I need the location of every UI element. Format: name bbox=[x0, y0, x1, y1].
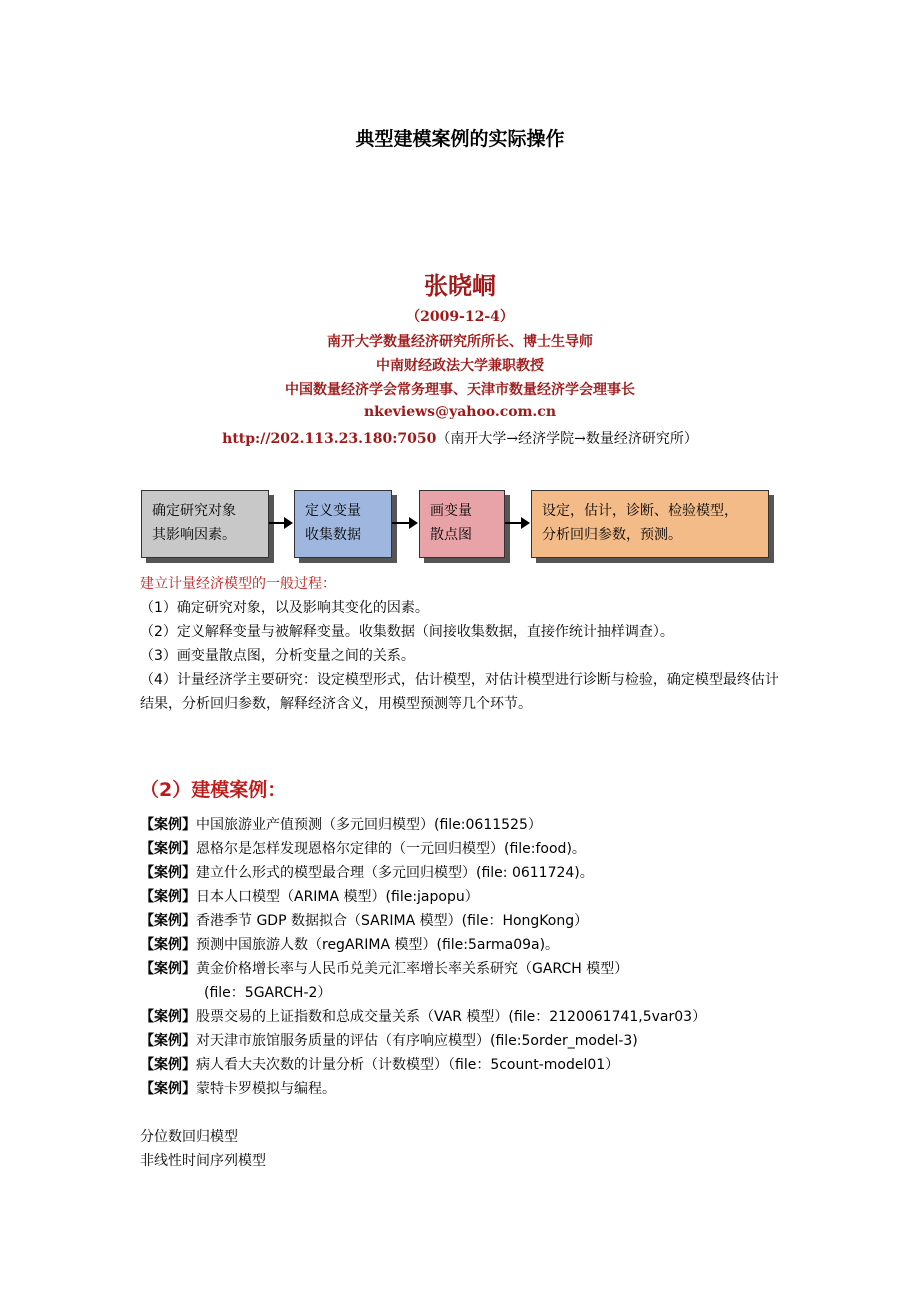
author-url-path: （南开大学→经济学院→数量经济研究所） bbox=[436, 431, 698, 447]
case-text: 香港季节 GDP 数据拟合（SARIMA 模型）(file：HongKong） bbox=[196, 913, 589, 929]
flow-step-3 bbox=[419, 490, 505, 558]
case-text: 股票交易的上证指数和总成交量关系（VAR 模型）(file：2120061741,5var03） bbox=[196, 1009, 707, 1025]
flow-arrow-3 bbox=[505, 522, 528, 524]
document-title: 典型建模案例的实际操作 bbox=[355, 128, 565, 150]
case-tag: 【案例】 bbox=[140, 889, 196, 905]
process-item-4: （4）计量经济学主要研究：设定模型形式，估计模型，对估计模型进行诊断与检验，确定模型最终估计结果，分析回归参数，解释经济含义，用模型预测等几个环节。 bbox=[140, 672, 779, 712]
case-item-7 bbox=[140, 957, 628, 981]
case-tag: 【案例】 bbox=[140, 817, 196, 833]
author-url-line bbox=[0, 428, 920, 448]
flow-step-2 bbox=[294, 490, 392, 558]
case-item-5 bbox=[140, 909, 588, 933]
case-tag: 【案例】 bbox=[140, 865, 196, 881]
flow-step-1-line1: 确定研究对象 bbox=[152, 503, 236, 519]
process-item-1: （1）确定研究对象，以及影响其变化的因素。 bbox=[140, 600, 429, 616]
flow-arrow-2 bbox=[392, 522, 416, 524]
flow-step-2-line1: 定义变量 bbox=[305, 503, 361, 519]
flow-step-1 bbox=[141, 490, 269, 558]
case-item-11 bbox=[140, 1077, 336, 1101]
case-tag: 【案例】 bbox=[140, 1081, 196, 1097]
case-text: 中国旅游业产值预测（多元回归模型）(file:0611525） bbox=[196, 817, 542, 833]
case-tag: 【案例】 bbox=[140, 961, 196, 977]
case-item-1 bbox=[140, 813, 542, 837]
case-item-10 bbox=[140, 1053, 619, 1077]
author-email[interactable]: nkeviews@yahoo.com.cn bbox=[363, 404, 557, 420]
case-item-4 bbox=[140, 885, 479, 909]
case-tag: 【案例】 bbox=[140, 1009, 196, 1025]
case-text: 日本人口模型（ARIMA 模型）(file:japopu） bbox=[196, 889, 479, 905]
case-item-7-continuation: (file：5GARCH-2） bbox=[204, 985, 332, 1001]
author-title-2: 中南财经政法大学兼职教授 bbox=[376, 358, 544, 374]
flow-step-4-line1: 设定，估计，诊断、检验模型， bbox=[542, 503, 738, 519]
flow-step-4-line2: 分析回归参数，预测。 bbox=[542, 527, 682, 543]
case-text: 对天津市旅馆服务质量的评估（有序响应模型）(file:5order_model-3) bbox=[196, 1033, 638, 1049]
case-item-8 bbox=[140, 1005, 706, 1029]
flow-arrow-1 bbox=[269, 522, 291, 524]
author-title-3: 中国数量经济学会常务理事、天津市数量经济学会理事长 bbox=[285, 382, 635, 398]
tail-item-2: 非线性时间序列模型 bbox=[140, 1153, 266, 1169]
case-item-9 bbox=[140, 1029, 638, 1053]
flow-step-4 bbox=[531, 490, 769, 558]
flow-step-1-line2: 其影响因素。 bbox=[152, 527, 236, 543]
flow-step-3-line2: 散点图 bbox=[430, 527, 472, 543]
case-item-2 bbox=[140, 837, 586, 861]
process-item-3: （3）画变量散点图，分析变量之间的关系。 bbox=[140, 648, 415, 664]
cases-heading: （2）建模案例： bbox=[140, 779, 287, 801]
case-item-6 bbox=[140, 933, 559, 957]
case-text: 恩格尔是怎样发现恩格尔定律的（一元回归模型）(file:food)。 bbox=[196, 841, 586, 857]
author-date: （2009-12-4） bbox=[406, 309, 514, 325]
case-tag: 【案例】 bbox=[140, 937, 196, 953]
case-item-3 bbox=[140, 861, 594, 885]
process-heading: 建立计量经济模型的一般过程： bbox=[140, 576, 336, 592]
flow-step-2-line2: 收集数据 bbox=[305, 527, 361, 543]
case-text: 建立什么形式的模型最合理（多元回归模型）(file: 0611724)。 bbox=[196, 865, 594, 881]
author-url[interactable]: http://202.113.23.180:7050 bbox=[222, 431, 437, 447]
case-text: 蒙特卡罗模拟与编程。 bbox=[196, 1081, 336, 1097]
tail-item-1: 分位数回归模型 bbox=[140, 1129, 238, 1145]
flow-step-3-line1: 画变量 bbox=[430, 503, 472, 519]
case-text: 病人看大夫次数的计量分析（计数模型）（file：5count-model01） bbox=[196, 1057, 620, 1073]
case-tag: 【案例】 bbox=[140, 841, 196, 857]
case-tag: 【案例】 bbox=[140, 1057, 196, 1073]
case-text: 黄金价格增长率与人民币兑美元汇率增长率关系研究（GARCH 模型） bbox=[196, 961, 629, 977]
author-title-1: 南开大学数量经济研究所所长、博士生导师 bbox=[327, 334, 593, 350]
process-item-2: （2）定义解释变量与被解释变量。收集数据（间接收集数据，直接作统计抽样调查）。 bbox=[140, 624, 674, 640]
case-tag: 【案例】 bbox=[140, 913, 196, 929]
author-name: 张晓峒 bbox=[424, 272, 496, 300]
case-tag: 【案例】 bbox=[140, 1033, 196, 1049]
case-text: 预测中国旅游人数（regARIMA 模型）(file:5arma09a)。 bbox=[196, 937, 560, 953]
